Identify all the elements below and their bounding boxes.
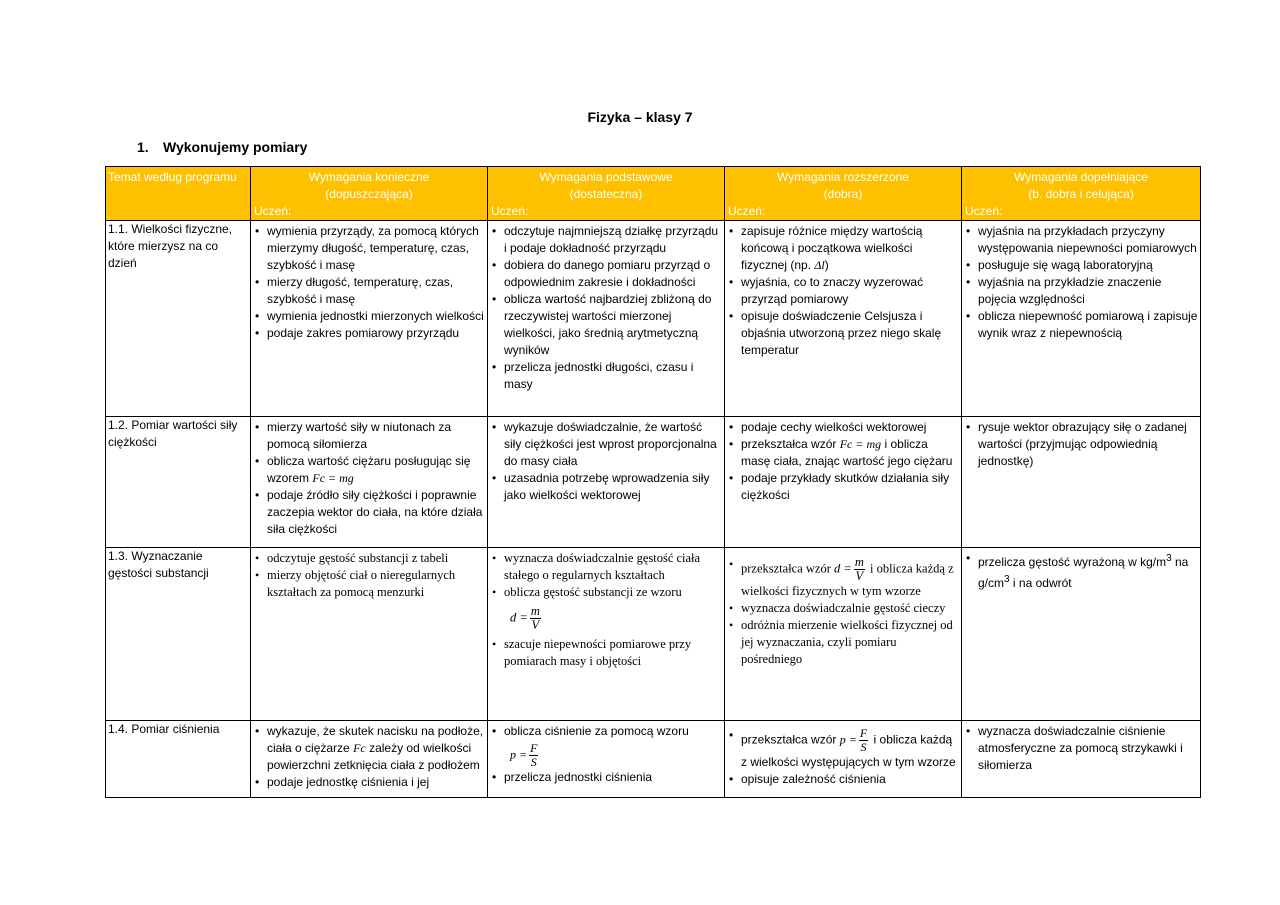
list-item: • oblicza gęstość substancji ze wzoru d = $\frac{m}{V}$	[490, 584, 722, 636]
section-number: 1.	[137, 139, 149, 155]
list-item: • podaje przykłady skutków działania siły ciężkości	[727, 470, 959, 504]
pressure-formula: p = $\frac{F}{S}$	[510, 741, 538, 769]
density-formula: $\frac{m}{V}$	[854, 555, 864, 583]
table-row	[106, 721, 1201, 798]
list-item: • podaje jednostkę ciśnienia i jej	[253, 774, 485, 791]
table-row	[106, 417, 1201, 548]
header-col-extended: Wymagania rozszerzone (dobra) Uczeń:	[725, 167, 962, 221]
requirements-cell	[251, 417, 488, 548]
requirements-cell	[725, 721, 962, 798]
list-item: • oblicza wartość ciężaru posługując się wzorem Fc = mg	[253, 453, 485, 487]
page-title: Fizyka – klasy 7	[587, 109, 693, 125]
list-item: • odczytuje gęstość substancji z tabeli	[253, 550, 485, 567]
list-item: • wyjaśnia na przykładach przyczyny występowania niepewności pomiarowych	[964, 223, 1198, 257]
section-heading	[137, 139, 307, 155]
requirements-cell	[962, 548, 1201, 721]
requirements-cell	[725, 548, 962, 721]
requirements-cell	[251, 221, 488, 417]
requirements-cell	[488, 221, 725, 417]
density-formula: d = $\frac{m}{V}$	[510, 604, 540, 632]
list-item: • wyznacza doświadczalnie gęstość cieczy	[727, 600, 959, 617]
formula: Fc = mg	[312, 471, 354, 485]
list-item: • podaje cechy wielkości wektorowej	[727, 419, 959, 436]
topic-cell: 1.4. Pomiar ciśnienia	[106, 721, 251, 798]
list-item: • oblicza wartość najbardziej zbliżoną do rzeczywistej wartości mierzonej wielkości, jako średnią arytmetyczną wyników	[490, 291, 722, 359]
list-item: • opisuje zależność ciśnienia	[727, 771, 959, 788]
list-item: • przekształca wzór Fc = mg i oblicza masę ciała, znając wartość jego ciężaru	[727, 436, 959, 470]
requirements-cell	[488, 721, 725, 798]
list-item: • przelicza jednostki długości, czasu i masy	[490, 359, 722, 393]
requirements-cell	[962, 417, 1201, 548]
list-item: • podaje źródło siły ciężkości i poprawnie zaczepia wektor do ciała, na które działa siła ciężkości	[253, 487, 485, 538]
list-item: • wymienia jednostki mierzonych wielkości	[253, 308, 485, 325]
list-item: • odczytuje najmniejszą działkę przyrządu i podaje dokładność przyrządu	[490, 223, 722, 257]
table-row	[106, 221, 1201, 417]
list-item: • wyjaśnia, co to znaczy wyzerować przyrząd pomiarowy	[727, 274, 959, 308]
formula: Δl	[814, 258, 825, 272]
requirements-cell	[962, 221, 1201, 417]
header-col-basic: Wymagania podstawowe (dostateczna) Uczeń:	[488, 167, 725, 221]
list-item: • podaje zakres pomiarowy przyrządu	[253, 325, 485, 342]
requirements-cell	[488, 548, 725, 721]
list-item: • posługuje się wagą laboratoryjną	[964, 257, 1198, 274]
list-item: • wyznacza doświadczalnie gęstość ciała stałego o regularnych kształtach	[490, 550, 722, 584]
requirements-table	[105, 166, 1201, 798]
list-item: • dobiera do danego pomiaru przyrząd o odpowiednim zakresie i dokładności	[490, 257, 722, 291]
list-item: • wykazuje doświadczalnie, że wartość siły ciężkości jest wprost proporcjonalna do masy ciała	[490, 419, 722, 470]
topic-cell: 1.2. Pomiar wartości siły ciężkości	[106, 417, 251, 548]
list-item: • przelicza jednostki ciśnienia	[490, 769, 722, 786]
list-item: • oblicza ciśnienie za pomocą wzoru p = $\frac{F}{S}$	[490, 723, 722, 769]
list-item: • przelicza gęstość wyrażoną w $kg/m^3$ na $g/cm^3$ i na odwrót	[964, 550, 1198, 592]
list-item: • odróżnia mierzenie wielkości fizycznej od jej wyznaczania, czyli pomiaru pośredniego	[727, 617, 959, 668]
topic-cell: 1.1. Wielkości fizyczne, które mierzysz na co dzień	[106, 221, 251, 417]
formula: Fc	[353, 741, 366, 755]
list-item: • przekształca wzór d = $\frac{m}{V}$ i oblicza każdą z wielkości fizycznych w tym wzorze	[727, 556, 959, 600]
list-item: • oblicza niepewność pomiarową i zapisuje wynik wraz z niepewnością	[964, 308, 1198, 342]
requirements-cell	[725, 221, 962, 417]
list-item: • rysuje wektor obrazujący siłę o zadanej wartości (przyjmując odpowiednią jednostkę)	[964, 419, 1198, 470]
list-item: • wyjaśnia na przykładzie znaczenie pojęcia względności	[964, 274, 1198, 308]
table-row	[106, 548, 1201, 721]
header-col-required: Wymagania konieczne (dopuszczająca) Uczeń:	[251, 167, 488, 221]
requirements-cell	[962, 721, 1201, 798]
header-row	[106, 167, 1201, 221]
list-item: • wyznacza doświadczalnie ciśnienie atmosferyczne za pomocą strzykawki i siłomierza	[964, 723, 1198, 774]
list-item: • zapisuje różnice między wartością końcową i początkowa wielkości fizycznej (np. Δl)	[727, 223, 959, 274]
pressure-formula: $\frac{F}{S}$	[859, 726, 868, 754]
requirements-cell	[251, 548, 488, 721]
section-title: Wykonujemy pomiary	[163, 139, 308, 155]
list-item: • szacuje niepewności pomiarowe przy pomiarach masy i objętości	[490, 636, 722, 670]
list-item: • wykazuje, że skutek nacisku na podłoże, ciała o ciężarze Fc zależy od wielkości powierzchni zetknięcia ciała z podłożem	[253, 723, 485, 774]
list-item: • opisuje doświadczenie Celsjusza i objaśnia utworzoną przez niego skalę temperatur	[727, 308, 959, 359]
topic-cell: 1.3. Wyznaczanie gęstości substancji	[106, 548, 251, 721]
list-item: • mierzy długość, temperaturę, czas, szybkość i masę	[253, 274, 485, 308]
formula: Fc = mg	[839, 437, 882, 451]
list-item: • uzasadnia potrzebę wprowadzenia siły jako wielkości wektorowej	[490, 470, 722, 504]
list-item: • przekształca wzór p = $\frac{F}{S}$ i oblicza każdą z wielkości występujących w tym wzorze	[727, 727, 959, 771]
requirements-cell	[251, 721, 488, 798]
list-item: • wymienia przyrządy, za pomocą których mierzymy długość, temperaturę, czas, szybkość i masę	[253, 223, 485, 274]
list-item: • mierzy wartość siły w niutonach za pomocą siłomierza	[253, 419, 485, 453]
header-col-supplementary: Wymagania dopełniające (b. dobra i celująca) Uczeń:	[962, 167, 1201, 221]
requirements-cell	[725, 417, 962, 548]
requirements-cell	[488, 417, 725, 548]
list-item: • mierzy objętość ciał o nieregularnych kształtach za pomocą menzurki	[253, 567, 485, 601]
header-topic: Temat według programu	[106, 167, 251, 221]
